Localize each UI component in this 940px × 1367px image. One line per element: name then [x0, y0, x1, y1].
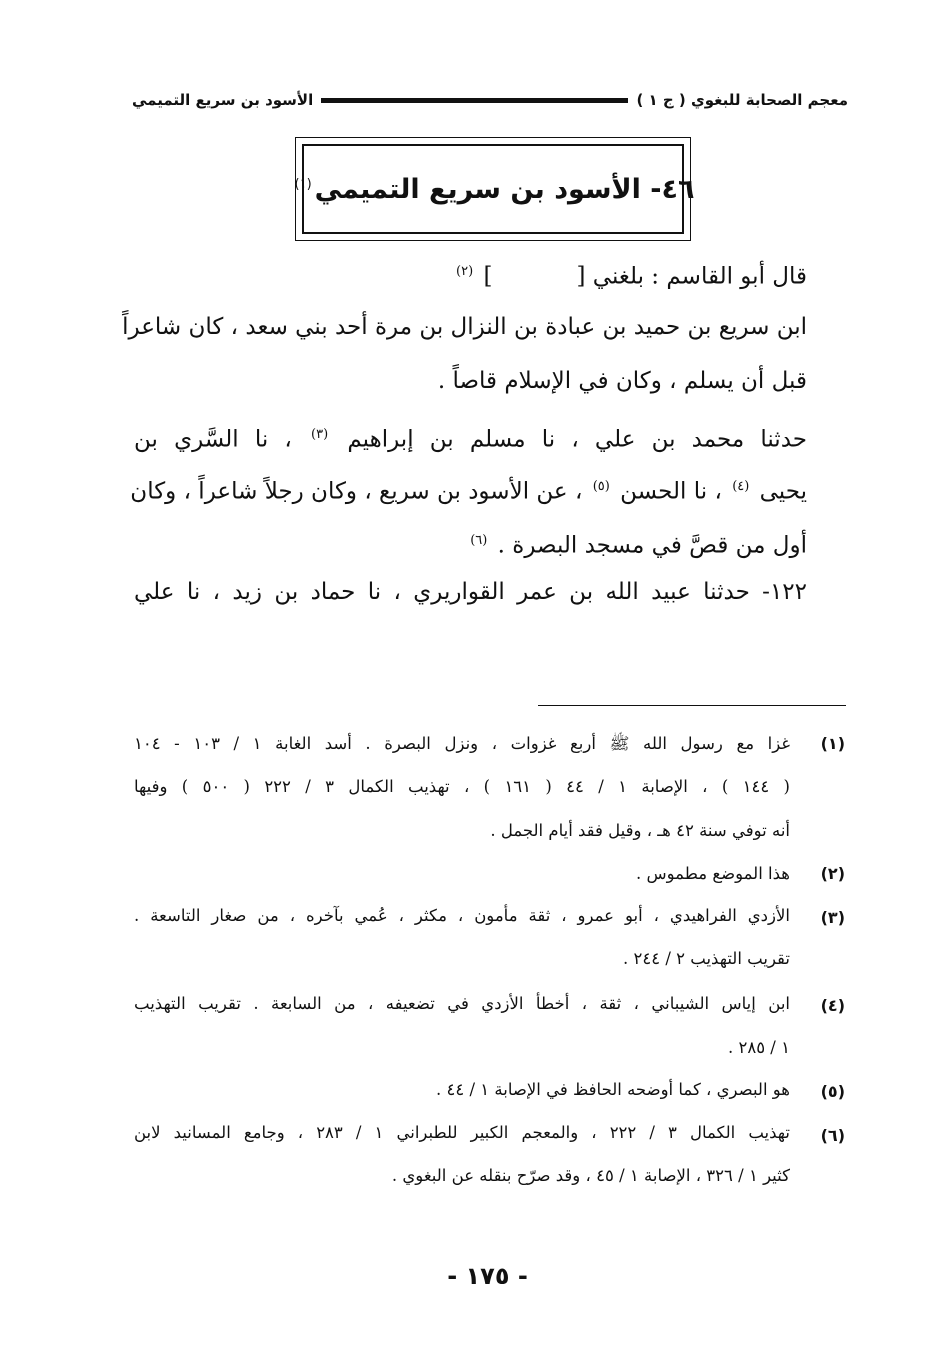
body-line-5-text-b: ، نا الحسن [620, 478, 722, 505]
header-subject: الأسود بن سريع التميمي [132, 91, 314, 109]
footnote-line: أنه توفي سنة ٤٢ هـ ، وقيل فقد أيام الجمل . [490, 821, 790, 840]
body-line-5-text-c: ، عن الأسود بن سريع ، وكان رجلاً شاعراً ، وكان [130, 478, 583, 505]
body-line-6 [467, 526, 807, 561]
footnote-separator [538, 705, 846, 706]
entry-title [292, 174, 695, 205]
body-line-4 [134, 420, 807, 455]
body-line-7: ١٢٢- حدثنا عبيد الله بن عمر القواريري ، نا حماد بن زيد ، نا علي [134, 579, 807, 605]
body-line-5-note-2: (٥) [592, 479, 610, 494]
footnote-number: (٥) [820, 1082, 845, 1101]
body-line-1 [453, 257, 807, 292]
footnote-line: غزا مع رسول الله ﷺ أربع غزوات ، ونزل البصرة . أسد الغابة ١ / ١٠٣ - ١٠٤ [134, 734, 790, 753]
footnote-line: تقريب التهذيب ٢ / ٢٤٤ . [622, 949, 790, 968]
body-line-2: ابن سريع بن حميد بن عبادة بن النزال بن مرة أحد بني سعد ، كان شاعراً [122, 314, 807, 340]
body-line-1-note: (٢) [456, 264, 474, 279]
page-number: - ١٧٥ - [447, 1262, 528, 1290]
body-line-1-text: قال أبو القاسم : بلغني [ [576, 263, 807, 290]
footnote-number: (١) [820, 734, 845, 753]
body-line-4-text-b: ، نا السَّري بن [134, 426, 292, 453]
footnote-number: (٢) [820, 864, 845, 883]
footnote-number: (٣) [820, 908, 845, 927]
footnote-line: ( ١٤٤ ) ، الإصابة ١ / ٤٤ ( ١٦١ ) ، تهذيب الكمال ٣ / ٢٢٢ ( ٥٠٠ ) وفيها [134, 777, 790, 796]
body-line-4-note: (٣) [311, 427, 329, 442]
body-line-5-note-1: (٤) [732, 479, 750, 494]
entry-title-text: ٤٦- الأسود بن سريع التميمي [314, 173, 695, 205]
footnote-line: ١ / ٢٨٥ . [727, 1038, 790, 1057]
entry-title-box [294, 137, 695, 241]
body-line-3: قبل أن يسلم ، وكان في الإسلام قاصاً . [437, 368, 807, 394]
header-rule [321, 98, 628, 103]
body-line-4-text-a: حدثنا محمد بن علي ، نا مسلم بن إبراهيم [347, 426, 808, 453]
footnote-line: هذا الموضع مطموس . [636, 864, 790, 883]
running-header [132, 85, 848, 115]
footnote-line: تهذيب الكمال ٣ / ٢٢٢ ، والمعجم الكبير للطبراني ١ / ٢٨٣ ، وجامع المسانيد لابن [134, 1123, 790, 1142]
footnote-line: ابن إياس الشيباني ، ثقة ، أخطأ الأزدي في تضعيفه ، من السابعة . تقريب التهذيب [134, 994, 790, 1013]
body-line-6-text: أول من قصَّ في مسجد البصرة . [497, 532, 807, 559]
header-book-title: معجم الصحابة للبغوي ( ج ١ ) [636, 91, 848, 109]
footnote-line: الأزدي الفراهيدي ، أبو عمرو ، ثقة مأمون ، مكثر ، عُمي بآخره ، من صغار التاسعة . [134, 906, 790, 925]
footnote-line: كثير ١ / ٣٢٦ ، الإصابة ١ / ٤٥ ، وقد صرّح بنقله عن البغوي . [391, 1166, 790, 1185]
body-line-1-bracket: ] [483, 263, 493, 290]
entry-title-note: (١) [294, 176, 312, 192]
entry-title-frame [294, 144, 695, 234]
footnote-number: (٦) [820, 1126, 845, 1145]
footnote-number: (٤) [820, 996, 845, 1015]
body-line-5 [130, 472, 807, 507]
body-line-5-text-a: يحيى [759, 478, 807, 505]
body-line-6-note: (٦) [470, 533, 488, 548]
footnote-line: هو البصري ، كما أوضحه الحافظ في الإصابة ١ / ٤٤ . [435, 1080, 790, 1099]
